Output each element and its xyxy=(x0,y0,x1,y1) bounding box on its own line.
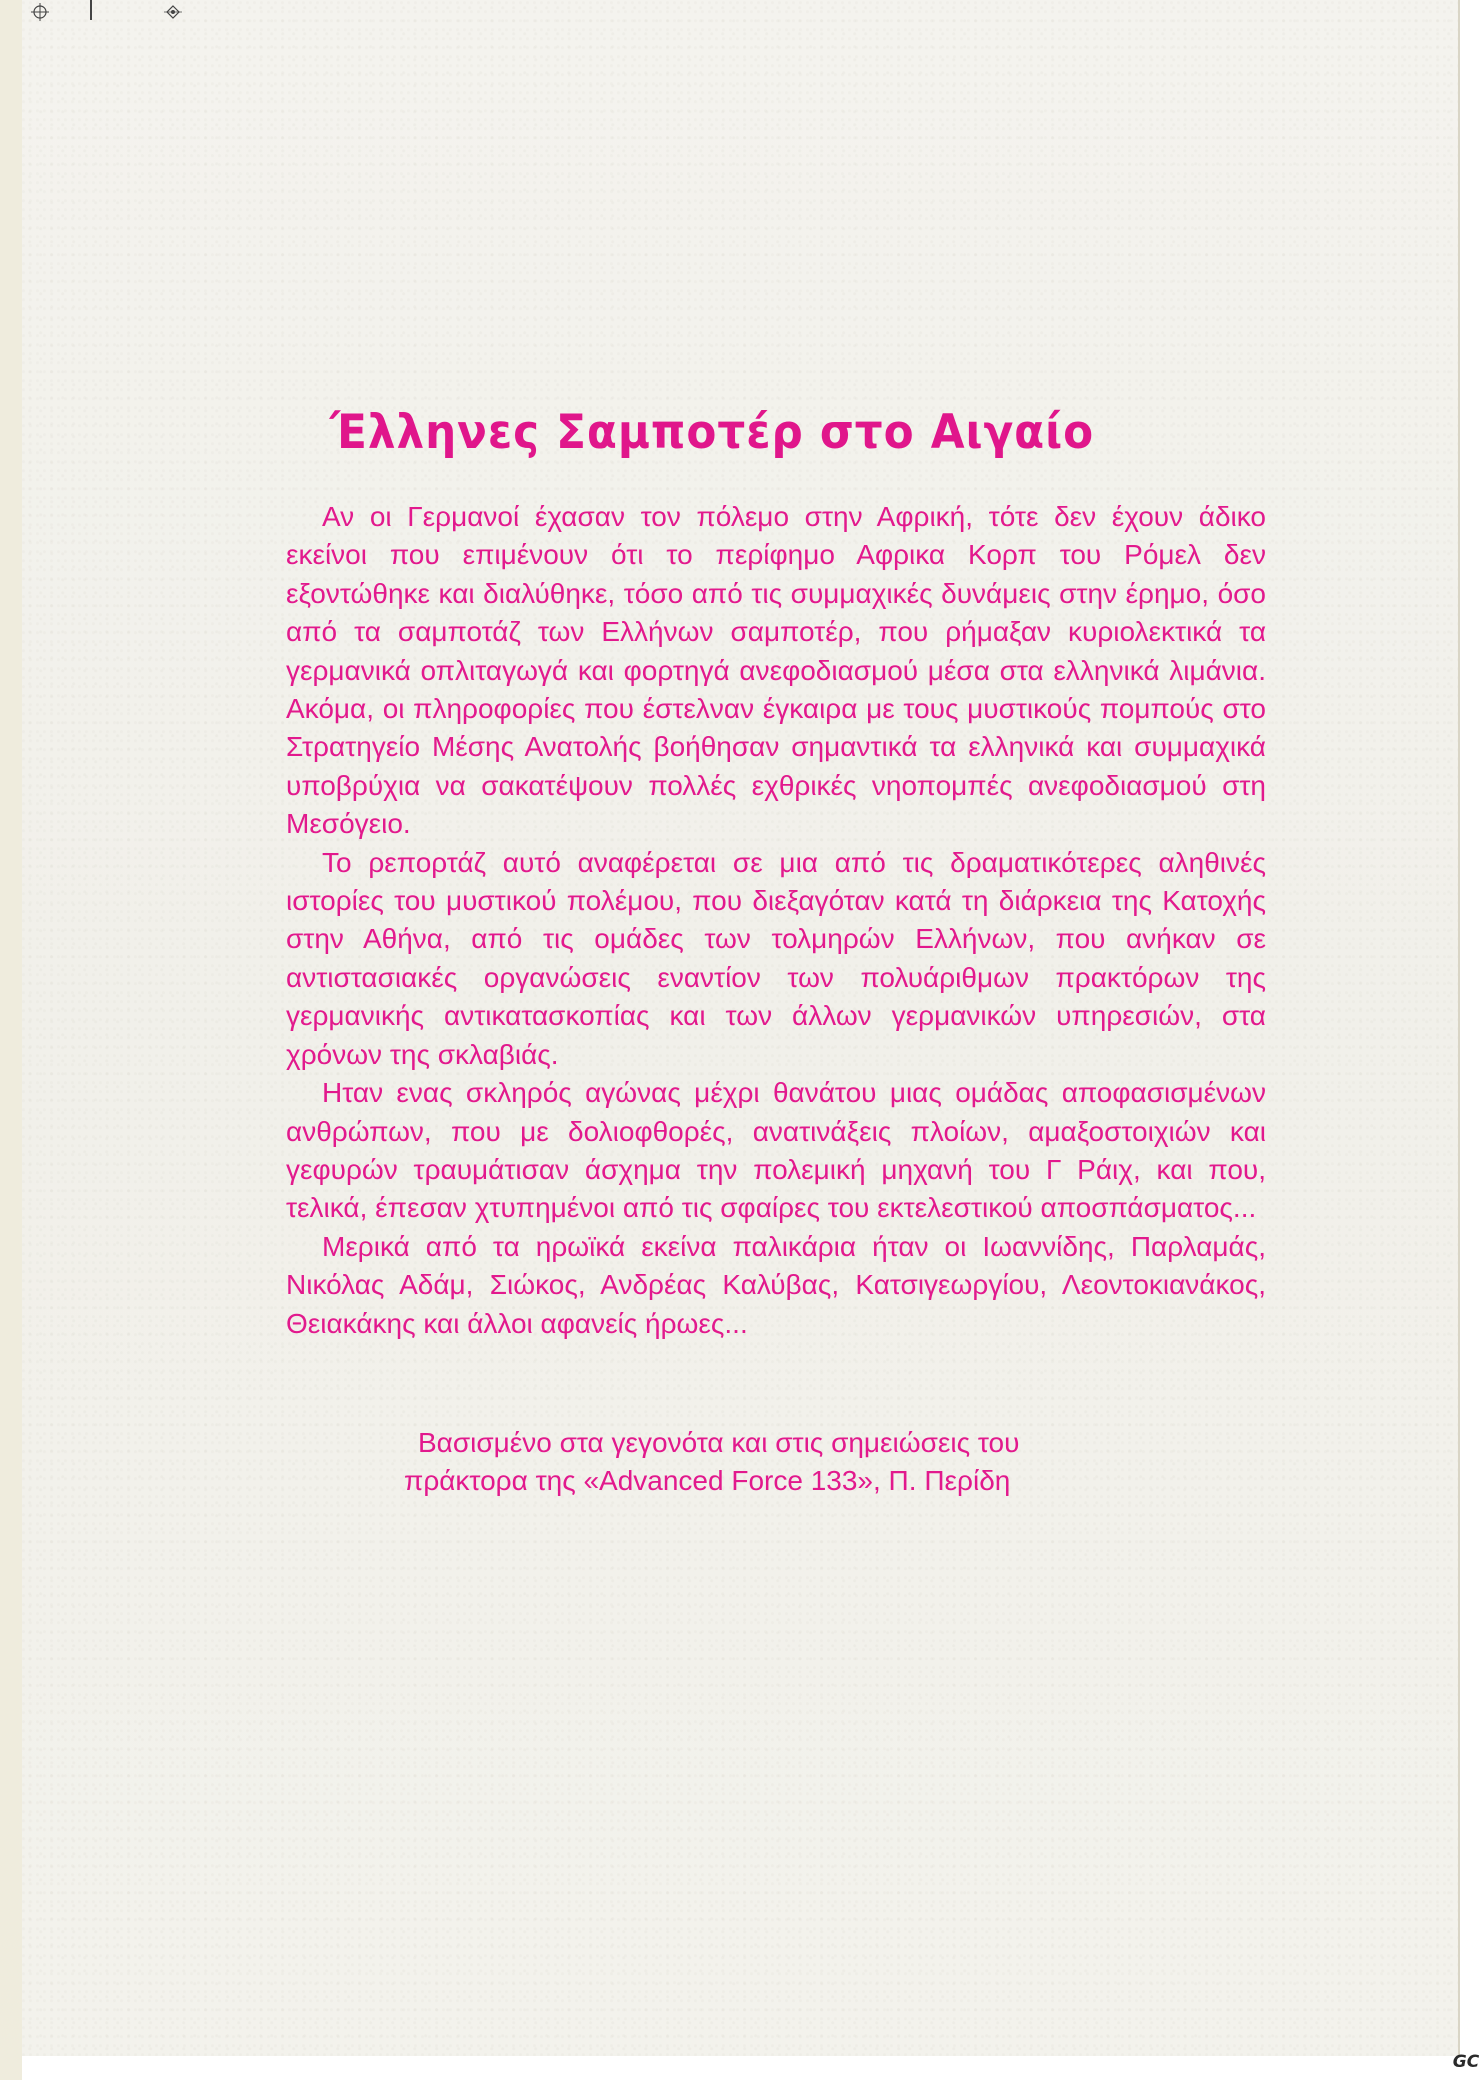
scanner-watermark: GC xyxy=(1452,2052,1480,2072)
scan-bottom-edge xyxy=(22,2056,1484,2080)
trim-mark-icon xyxy=(90,0,92,20)
scan-left-edge xyxy=(0,0,23,2080)
synopsis xyxy=(286,498,1266,1343)
registration-crosshair-icon xyxy=(31,3,49,21)
credit-line: Βασισμένο στα γεγονότα και στις σημειώσεις του xyxy=(418,1427,1020,1458)
synopsis-paragraph: Μερικά από τα ηρωϊκά εκείνα παλικάρια ήταν οι Ιωαννίδης, Παρλαμάς, Νικόλας Αδάμ, Σιώκος, Ανδρέας Καλύβας, Κατσιγεωργίου, Λεοντοκιανάκος, Θειακάκης και άλλοι αφανείς ήρωες... xyxy=(286,1230,1266,1339)
source-credit xyxy=(380,1424,1200,1500)
synopsis-paragraph: Ηταν ενας σκληρός αγώνας μέχρι θανάτου μιας ομάδας αποφασισμένων ανθρώπων, που με δολιοφθορές, ανατινάξεις πλοίων, αμαξοστοιχιών και γεφυρών τραυμάτισαν άσχημα την πολεμική μηχανή του Γ Ράιχ, και που, τελικά, έπεσαν χτυπημένοι από τις σφαίρες του εκτελεστικού αποσπάσματος... xyxy=(286,1077,1266,1224)
synopsis-paragraph: Το ρεπορτάζ αυτό αναφέρεται σε μια από τις δραματικότερες αληθινές ιστορίες του μυστικού πολέμου, που διεξαγόταν κατά τη διάρκεια της Κατοχής στην Αθήνα, από τις ομάδες των τολμηρών Ελλήνων, που ανήκαν σε αντιστασιακές οργανώσεις εναντίον των πολυάριθμων πρακτόρων της γερμανικής αντικατασκοπίας και των άλλων γερμανικών υπηρεσιών, στα χρόνων της σκλαβιάς. xyxy=(286,846,1266,1070)
synopsis-paragraph: Αν οι Γερμανοί έχασαν τον πόλεμο στην Αφρική, τότε δεν έχουν άδικο εκείνοι που επιμένουν ότι το περίφημο Αφρικα Κορπ του Ρόμελ δεν εξοντώθηκε και διαλύθηκε, τόσο από τις συμμαχικές δυνάμεις στην έρημο, όσο από τα σαμποτάζ των Ελλήνων σαμποτέρ, που ρήμαξαν κυριολεκτικά τα γερμανικά οπλιταγωγά και φορτηγά ανεφοδιασμού μέσα στα ελληνικά λιμάνια. Ακόμα, οι πληροφορίες που έστελναν έγκαιρα με τους μυστικούς πομπούς στο Στρατηγείο Μέσης Ανατολής βοήθησαν σημαντικά τα ελληνικά και συμμαχικά υποβρύχια να σακατέψουν πολλές εχθρικές νηοπομπές ανεφοδιασμού στη Μεσόγειο. xyxy=(286,501,1266,840)
credit-line: πράκτορα της «Advanced Force 133», Π. Περίδη xyxy=(404,1465,1011,1496)
book-title: Έλληνες Σαμποτέρ στο Αιγαίο xyxy=(330,405,1095,460)
registration-diamond-icon xyxy=(164,3,182,21)
